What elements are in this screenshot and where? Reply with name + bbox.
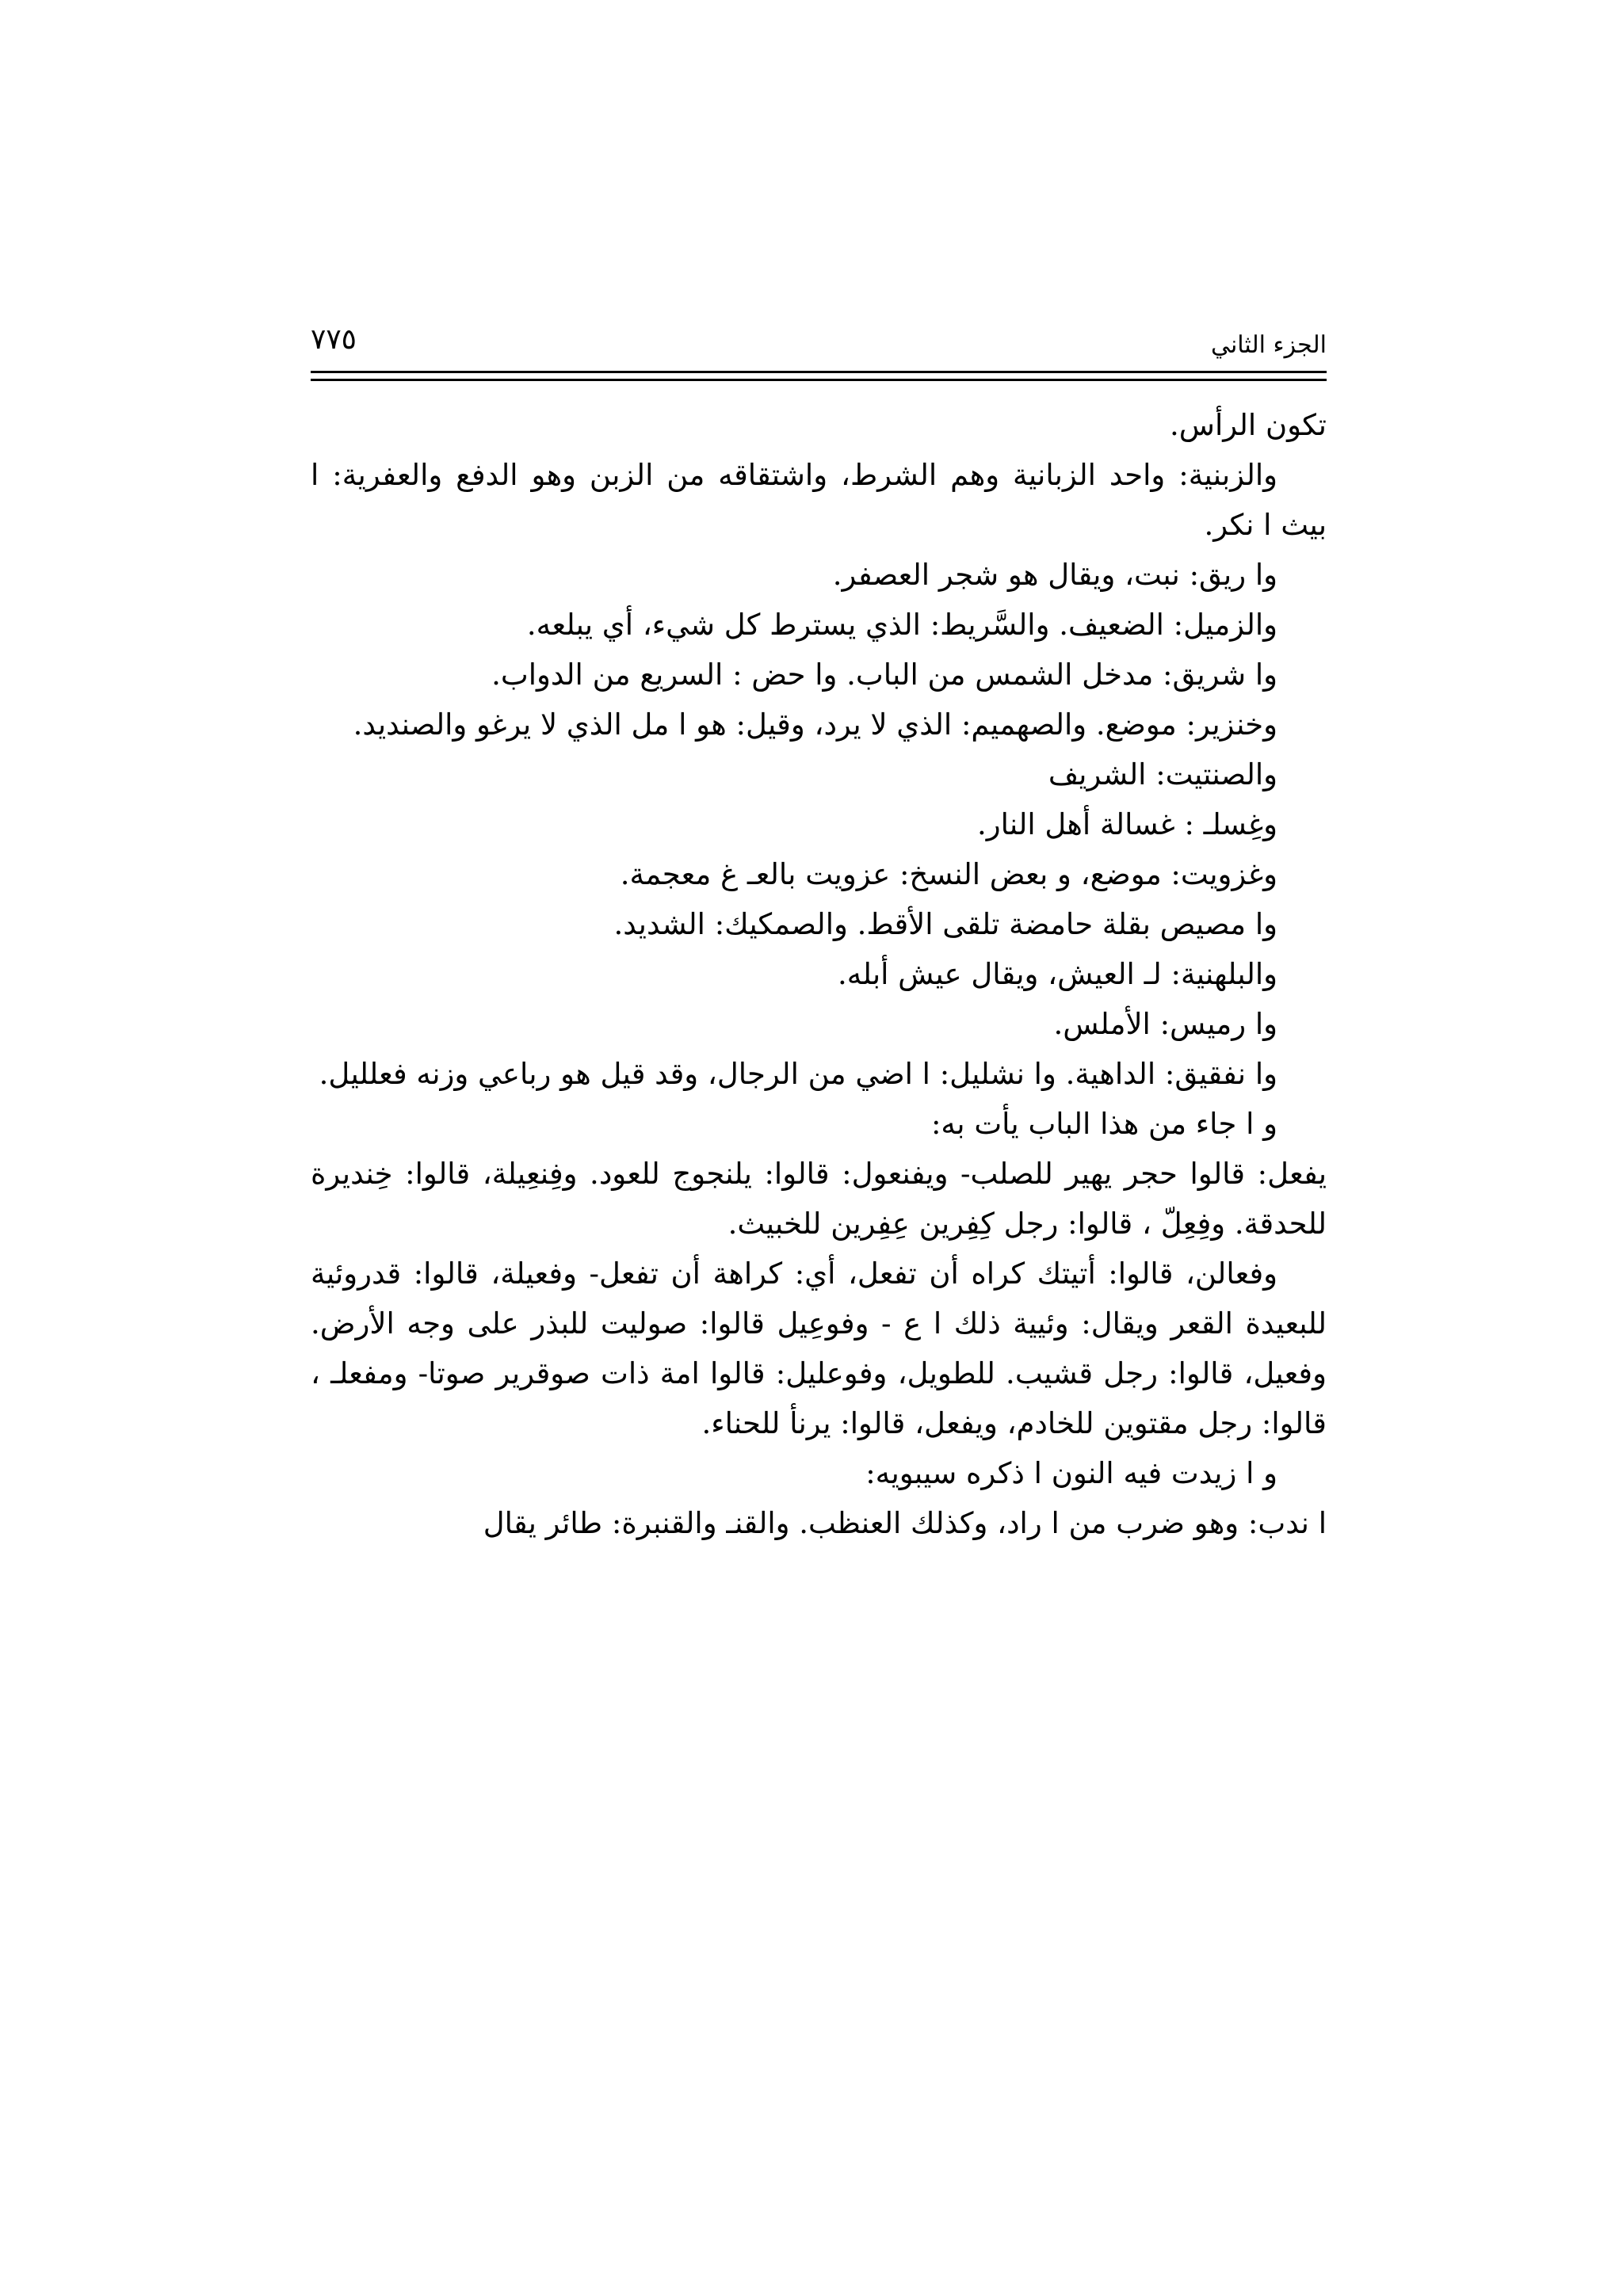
paragraph: يفعل: قالوا حجر يهير للصلب- ويفنعول: قالوا: يلنجوج للعود. وفِنعِيلة، قالوا: خِنديرة للحدقة. وفِعِلّ ، قالوا: رجل كِفِرين عِفِرين للخبيث.	[311, 1157, 1327, 1241]
paragraph: والصنتيت: الشريف	[1048, 757, 1277, 791]
paragraph: تكون الرأس.	[1170, 408, 1327, 442]
page-header	[311, 317, 1327, 364]
paragraph: والزميل: الضعيف. والسَّريط: الذي يسترط كل شيء، أي يبلعه.	[526, 608, 1277, 642]
paragraph: وفعالن، قالوا: أتيتك كراه أن تفعل، أي: كراهة أن تفعل- وفعيلة، قالوا: قدروئية للبعيدة القعر ويقال: وئيية ذلك ا ع - وفوعِيل قالوا: صوليت للبذر على وجه الأرض. وفعيل، قالوا: رجل قشيب. للطويل، وفوعليل: قالوا امة ذات صوقرير صوتا- ومفعلـ ، قالوا: رجل مقتوين للخادم، ويفعل، قالوا: يرنأ للحناء.	[311, 1257, 1327, 1440]
paragraph: وغزويت: موضع، و بعض النسخ: عزويت بالعـ غ معجمة.	[620, 857, 1277, 891]
paragraph: وا مصيص بقلة حامضة تلقى الأقط. والصمكيك: الشديد.	[613, 907, 1277, 941]
page-number: ٧٧٥	[311, 323, 357, 356]
header-rule-bottom	[311, 379, 1327, 381]
paragraph: والزبنية: واحد الزبانية وهم الشرط، واشتقاقه من الزبن وهو الدفع والعفرية: ا بيث ا نكر.	[311, 458, 1327, 542]
paragraph: وا رميس: الأملس.	[1053, 1007, 1277, 1041]
paragraph: وا ريق: نبت، ويقال هو شجر العصفر.	[832, 558, 1277, 592]
running-header-title: الجزء الثاني	[1210, 331, 1327, 359]
paragraph: وا نفقيق: الداهية. وا نشليل: ا اضي من الرجال، وقد قيل هو رباعي وزنه فعلليل.	[319, 1057, 1277, 1091]
paragraph: ا ندب: وهو ضرب من ا راد، وكذلك العنظب. والقنـ والقنبرة: طائر يقال	[483, 1506, 1327, 1540]
paragraph: وخنزير: موضع. والصهميم: الذي لا يرد، وقيل: هو ا مل الذي لا يرغو والصنديد.	[353, 707, 1277, 742]
header-rule-top	[311, 371, 1327, 373]
body-text	[311, 400, 1327, 1548]
paragraph: و ا جاء من هذا الباب يأت به:	[930, 1107, 1277, 1141]
paragraph: وغِسلـ : غسالة أهل النار.	[977, 807, 1277, 841]
paragraph: و ا زيدت فيه النون ا ذكره سيبويه:	[865, 1456, 1277, 1490]
paragraph: وا شريق: مدخل الشمس من الباب. وا حض : السريع من الدواب.	[491, 658, 1277, 692]
paragraph: والبلهنية: لـ العيش، ويقال عيش أبله.	[838, 957, 1277, 991]
